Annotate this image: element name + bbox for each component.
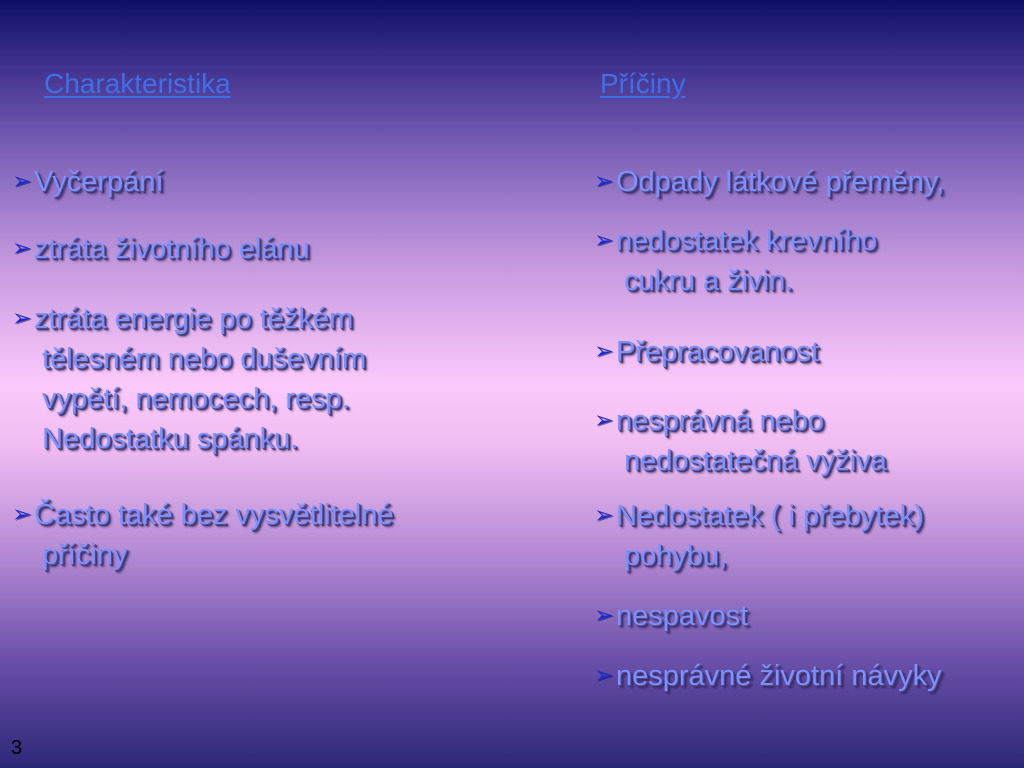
arrow-bullet-icon: ➢ <box>594 227 615 254</box>
item-line: nedostatečná výživa <box>624 445 887 477</box>
left-item-ztrata-elanu <box>12 229 310 269</box>
right-item-nedostatek-pohybu <box>594 496 924 576</box>
right-item-odpady <box>594 162 944 202</box>
item-line: Často také bez vysvětlitelné <box>34 499 394 531</box>
left-item-ztrata-energie <box>12 299 366 459</box>
item-line: nesprávné životní návyky <box>616 660 942 692</box>
arrow-bullet-icon: ➢ <box>594 338 615 365</box>
item-line: tělesném nebo duševním <box>42 343 367 375</box>
heading-priciny: Příčiny <box>600 68 686 99</box>
right-item-nespavost <box>594 596 748 636</box>
arrow-bullet-icon: ➢ <box>12 235 33 262</box>
arrow-bullet-icon: ➢ <box>12 305 33 332</box>
arrow-bullet-icon: ➢ <box>12 501 33 528</box>
item-line: nedostatek krevního <box>616 225 878 257</box>
heading-charakteristika: Charakteristika <box>44 68 231 99</box>
left-item-casto-take <box>12 495 393 575</box>
right-item-nespravna-vyziva <box>594 401 887 481</box>
item-line: Nedostatku spánku. <box>42 423 299 455</box>
item-line: ztráta životního elánu <box>34 233 310 265</box>
arrow-bullet-icon: ➢ <box>12 168 33 195</box>
item-line: Přepracovanost <box>616 336 820 368</box>
item-line: Odpady látkové přeměny, <box>616 166 945 198</box>
item-line: ztráta energie po těžkém <box>34 303 354 335</box>
item-line: Vyčerpání <box>34 166 164 198</box>
right-item-nedostatek-cukru <box>594 221 877 301</box>
item-line: pohybu, <box>624 540 728 572</box>
arrow-bullet-icon: ➢ <box>594 662 615 689</box>
arrow-bullet-icon: ➢ <box>594 602 615 629</box>
arrow-bullet-icon: ➢ <box>594 502 615 529</box>
right-item-navyky <box>594 656 942 696</box>
item-line: vypětí, nemocech, resp. <box>42 383 350 415</box>
item-line: příčiny <box>42 539 128 571</box>
arrow-bullet-icon: ➢ <box>594 168 615 195</box>
item-line: cukru a živin. <box>624 265 794 297</box>
left-item-vycerpani <box>12 162 164 202</box>
item-line: Nedostatek ( i přebytek) <box>616 500 924 532</box>
item-line: nespavost <box>616 600 749 632</box>
right-item-prepracovanost <box>594 332 819 372</box>
item-line: nesprávná nebo <box>616 405 824 437</box>
arrow-bullet-icon: ➢ <box>594 407 615 434</box>
page-number: 3 <box>11 737 23 759</box>
